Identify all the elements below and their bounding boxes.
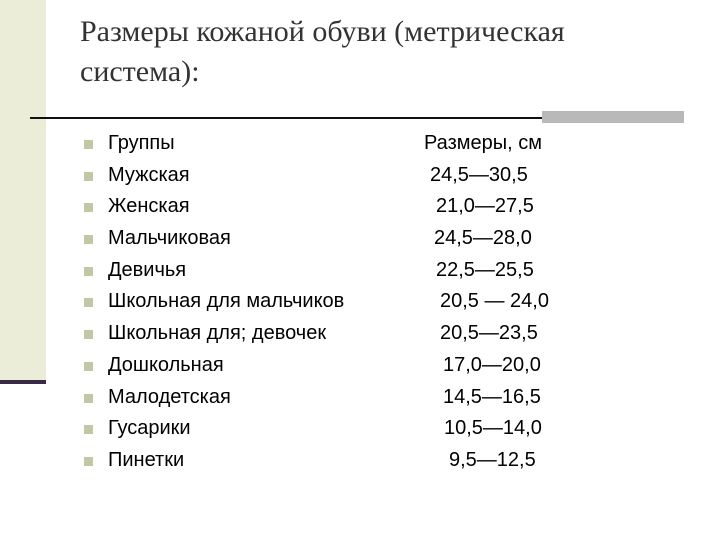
group-label: Девичья — [108, 258, 187, 281]
group-label: Дошкольная — [108, 353, 224, 376]
size-range: 17,0—20,0 — [443, 353, 541, 376]
size-range: 20,5 — 24,0 — [440, 290, 549, 313]
square-bullet-icon — [84, 298, 93, 307]
group-label: Женская — [108, 195, 190, 218]
list-item — [0, 318, 720, 350]
size-range: 24,5—28,0 — [434, 227, 532, 250]
list-item — [0, 382, 720, 414]
slide-title: Размеры кожаной обуви (метрическая система): — [80, 15, 565, 88]
group-label: Школьная для мальчиков — [108, 290, 345, 313]
square-bullet-icon — [84, 235, 93, 244]
list-item — [0, 255, 720, 287]
group-label: Школьная для; девочек — [108, 322, 327, 345]
square-bullet-icon — [84, 267, 93, 276]
list-item — [0, 350, 720, 382]
group-label: Мальчиковая — [108, 227, 231, 250]
square-bullet-icon — [84, 330, 93, 339]
square-bullet-icon — [84, 172, 93, 181]
size-range: 20,5—23,5 — [440, 322, 538, 345]
size-range: 21,0—27,5 — [436, 195, 534, 218]
list-item — [0, 445, 720, 477]
square-bullet-icon — [84, 362, 93, 371]
size-range: 22,5—25,5 — [436, 258, 534, 281]
size-range: Размеры, см — [424, 132, 542, 154]
size-range: 10,5—14,0 — [444, 417, 542, 440]
square-bullet-icon — [84, 425, 93, 434]
group-label: Малодетская — [108, 385, 231, 408]
list-item — [0, 413, 720, 445]
list-item — [0, 160, 720, 192]
size-range: 24,5—30,5 — [430, 163, 528, 186]
size-range: 9,5—12,5 — [449, 448, 536, 471]
group-label: Мужская — [108, 163, 190, 186]
size-list — [0, 128, 720, 477]
size-range: 14,5—16,5 — [443, 385, 541, 408]
square-bullet-icon — [84, 140, 93, 149]
list-item — [0, 286, 720, 318]
list-item — [0, 223, 720, 255]
group-label: Гусарики — [108, 417, 191, 440]
list-item — [0, 128, 720, 160]
group-label: Пинетки — [108, 448, 185, 471]
square-bullet-icon — [84, 457, 93, 466]
square-bullet-icon — [84, 394, 93, 403]
group-label: Группы — [108, 132, 175, 154]
list-item — [0, 191, 720, 223]
title-divider-accent — [542, 111, 684, 123]
square-bullet-icon — [84, 203, 93, 212]
